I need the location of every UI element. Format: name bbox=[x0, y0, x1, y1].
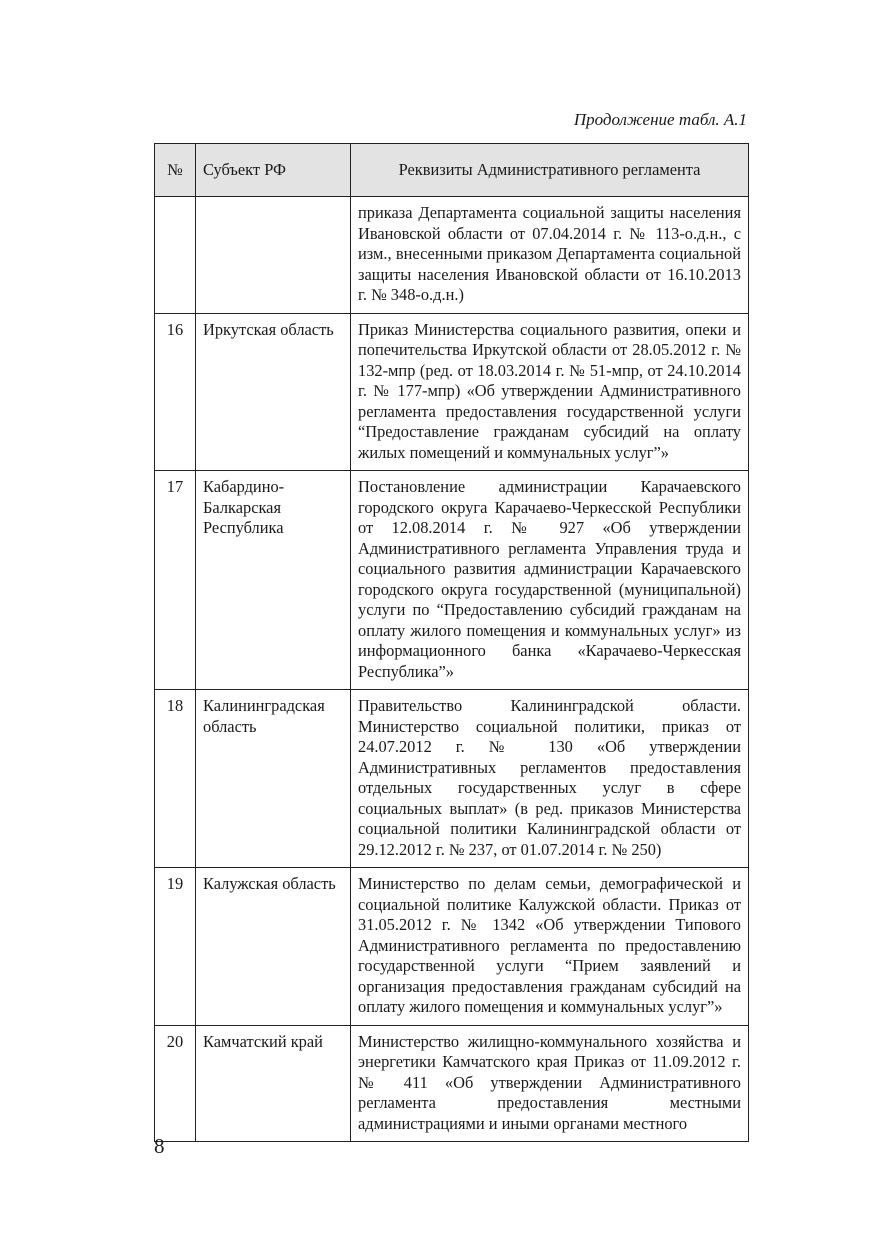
row-subject: Кабардино-Балкарская Республика bbox=[196, 471, 351, 690]
table-row bbox=[155, 313, 749, 471]
table-row bbox=[155, 471, 749, 690]
continuation-note: Продолжение табл. А.1 bbox=[573, 110, 747, 129]
table-row bbox=[155, 1025, 749, 1142]
row-num: 16 bbox=[155, 313, 196, 471]
regulations-table bbox=[154, 143, 749, 1142]
row-requisites: приказа Департамента социальной защиты населения Ивановской области от 07.04.2014 г. № 113-о.д.н., с изм., внесенными приказом Департамента социальной защиты населения Ивановской области от 16.10.2013 г. № 348-о.д.н.) bbox=[351, 197, 749, 314]
row-subject: Калужская область bbox=[196, 868, 351, 1026]
row-subject: Калининградская область bbox=[196, 690, 351, 868]
table-row bbox=[155, 197, 749, 314]
header-subject: Субъект РФ bbox=[196, 144, 351, 197]
row-requisites: Министерство по делам семьи, демографической и социальной политике Калужской области. Приказ от 31.05.2012 г. № 1342 «Об утверждении Типового Административного регламента по предоставлению государственной услуги “Прием заявлений и организация предоставления гражданам субсидий на оплату жилого помещения и коммунальных услуг”» bbox=[351, 868, 749, 1026]
row-num: 18 bbox=[155, 690, 196, 868]
header-requisites: Реквизиты Административного регламента bbox=[351, 144, 749, 197]
row-subject: Иркутская область bbox=[196, 313, 351, 471]
row-subject: Камчатский край bbox=[196, 1025, 351, 1142]
page-number: 8 bbox=[154, 1134, 165, 1158]
row-num: 20 bbox=[155, 1025, 196, 1142]
table-header-row bbox=[155, 144, 749, 197]
header-num: № bbox=[155, 144, 196, 197]
row-requisites: Министерство жилищно-коммунального хозяйства и энергетики Камчатского края Приказ от 11.09.2012 г. № 411 «Об утверждении Административного регламента предоставления местными администрациями и иными органами местного bbox=[351, 1025, 749, 1142]
row-subject bbox=[196, 197, 351, 314]
row-requisites: Постановление администрации Карачаевского городского округа Карачаево-Черкесской Республики от 12.08.2014 г. № 927 «Об утверждении Административного регламента Управления труда и социального развития администрации Карачаевского городского округа государственной (муниципальной) услуги по “Предоставлению субсидий гражданам на оплату жилого помещения и коммунальных услуг» из информационного банка «Карачаево-Черкесская Республика”» bbox=[351, 471, 749, 690]
row-requisites: Приказ Министерства социального развития, опеки и попечительства Иркутской области от 28.05.2012 г. № 132-мпр (ред. от 18.03.2014 г. № 51-мпр, от 24.10.2014 г. № 177-мпр) «Об утверждении Административного регламента предоставления государственной услуги “Предоставление гражданам субсидий на оплату жилых помещений и коммунальных услуг”» bbox=[351, 313, 749, 471]
row-num: 17 bbox=[155, 471, 196, 690]
table-row bbox=[155, 690, 749, 868]
row-requisites: Правительство Калининградской области. Министерство социальной политики, приказ от 24.07.2012 г. № 130 «Об утверждении Административных регламентов предоставления отдельных государственных услуг в сфере социальных выплат» (в ред. приказов Министерства социальной политики Калининградской области от 29.12.2012 г. № 237, от 01.07.2014 г. № 250) bbox=[351, 690, 749, 868]
row-num bbox=[155, 197, 196, 314]
table-row bbox=[155, 868, 749, 1026]
row-num: 19 bbox=[155, 868, 196, 1026]
